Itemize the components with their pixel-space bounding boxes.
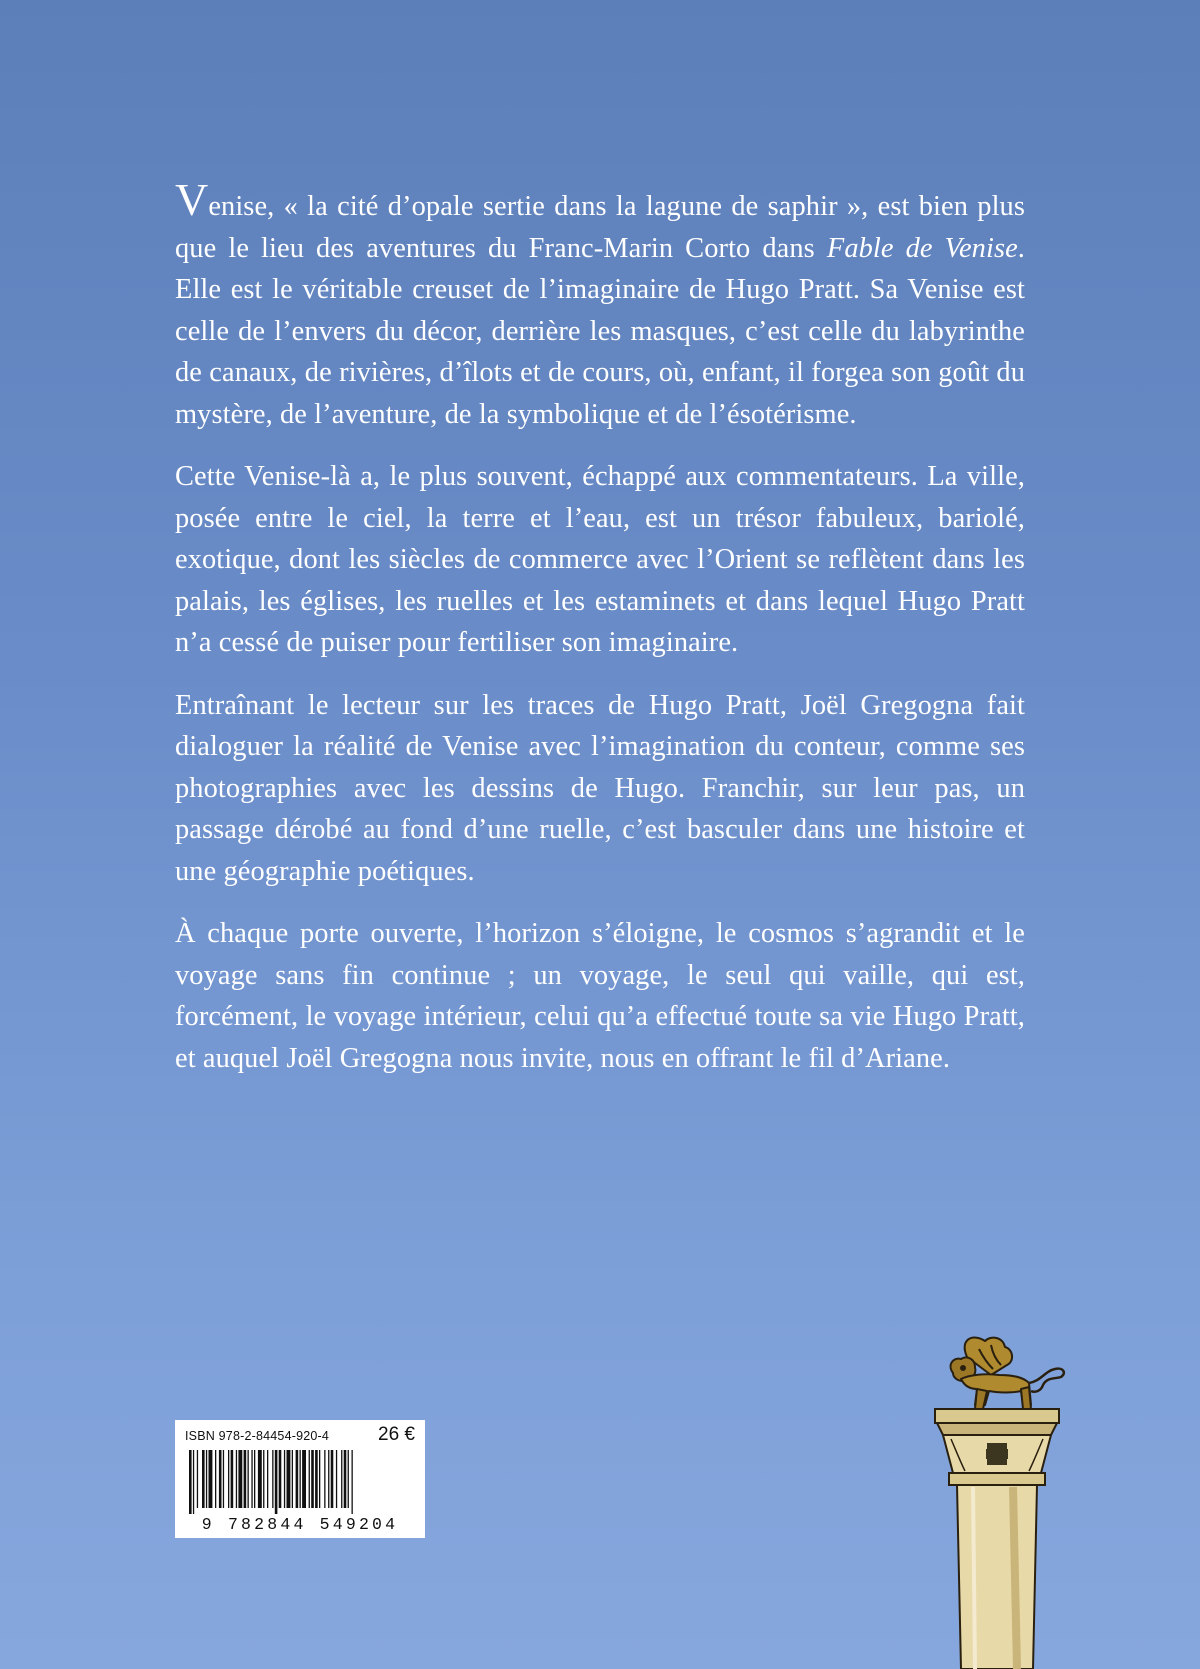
drop-cap: V bbox=[175, 174, 209, 225]
barcode-bar bbox=[352, 1450, 353, 1514]
barcode-bar bbox=[272, 1450, 273, 1508]
barcode-bar bbox=[238, 1450, 242, 1508]
barcode-bar bbox=[228, 1450, 229, 1508]
barcode-bar bbox=[348, 1450, 349, 1508]
barcode-bar bbox=[331, 1450, 334, 1508]
barcode-bar bbox=[236, 1450, 237, 1508]
blurb-paragraph-2: Cette Venise-là a, le plus souvent, échappé aux commentateurs. La ville, posée entre le ciel, la terre et l’eau, est un trésor fabuleux, bariolé, exotique, dont les siècles de commerce avec l’Orient se reflètent dans les palais, les églises, les ruelles et les estaminets et dans lequel Hugo Pratt n’a cessé de puiser pour fertiliser son imaginaire. bbox=[175, 461, 1025, 658]
barcode-bar bbox=[287, 1450, 291, 1508]
column-capital bbox=[935, 1409, 1059, 1485]
barcode-bar bbox=[267, 1450, 268, 1508]
blurb-paragraph-1-end: . Elle est le véritable creuset de l’imaginaire de Hugo Pratt. Sa Venise est celle de l’envers du décor, derrière les masques, c’est celle du labyrinthe de canaux, de rivières, d’îlots et de cours, où, enfant, il forgea son goût du mystère, de l’aventure, de la symbolique et de l’ésotérisme. bbox=[175, 232, 1025, 430]
isbn-barcode-block bbox=[175, 1420, 425, 1538]
barcode-bar bbox=[319, 1450, 320, 1508]
barcode-bar bbox=[254, 1450, 255, 1508]
barcode-bar bbox=[315, 1450, 318, 1508]
barcode-bar bbox=[223, 1450, 224, 1508]
barcode-digits: 9 782844 549204 bbox=[201, 1515, 399, 1534]
blurb-paragraph-3: Entraînant le lecteur sur les traces de Hugo Pratt, Joël Gregogna fait dialoguer la réalité de Venise avec l’imagination du conteur, comme ses photographies avec les dessins de Hugo. Franchir, sur leur pas, un passage dérobé au fond d’une ruelle, c’est basculer dans une histoire et une géographie poétiques. bbox=[175, 689, 1025, 887]
barcode-bar bbox=[263, 1450, 264, 1508]
barcode-bar bbox=[302, 1450, 306, 1508]
barcode-bar bbox=[311, 1450, 314, 1508]
barcode-bar bbox=[341, 1450, 342, 1508]
barcode-bar bbox=[248, 1450, 249, 1508]
barcode-bar bbox=[251, 1450, 252, 1508]
barcode-bar bbox=[258, 1450, 262, 1508]
barcode-bar bbox=[215, 1450, 216, 1508]
blurb-paragraph-1 bbox=[175, 174, 1025, 435]
price-label: 26 € bbox=[378, 1424, 415, 1445]
barcode-bar bbox=[328, 1450, 329, 1508]
isbn-number: ISBN 978-2-84454-920-4 bbox=[185, 1429, 330, 1443]
barcode-bars bbox=[185, 1450, 415, 1514]
barcode-bar bbox=[336, 1450, 337, 1508]
barcode-bar bbox=[231, 1450, 234, 1508]
barcode-bar bbox=[209, 1450, 213, 1508]
book-title-reference: Fable de Venise bbox=[826, 232, 1018, 264]
isbn-line bbox=[185, 1424, 415, 1446]
barcode-bar bbox=[244, 1450, 247, 1508]
blurb-text bbox=[175, 174, 1025, 1079]
barcode-bar bbox=[279, 1450, 282, 1508]
blurb-paragraph-4: À chaque porte ouverte, l’horizon s’éloigne, le cosmos s’agrandit et le voyage sans fin continue ; un voyage, le seul qui vaille, qui est, forcément, le voyage intérieur, celui qu’a effectué toute sa vie Hugo Pratt, et auquel Joël Gregogna nous invite, nous en offrant le fil d’Ariane. bbox=[175, 918, 1025, 1074]
winged-lion-column-icon bbox=[895, 1335, 1095, 1669]
barcode-bar bbox=[202, 1450, 205, 1508]
barcode-bar bbox=[284, 1450, 285, 1508]
winged-lion-figure bbox=[951, 1338, 1064, 1409]
barcode-bar bbox=[189, 1450, 192, 1514]
barcode-bar bbox=[197, 1450, 198, 1508]
barcode-bar bbox=[193, 1450, 194, 1514]
barcode-bar bbox=[344, 1450, 347, 1508]
barcode-bar bbox=[296, 1450, 299, 1508]
barcode-bar bbox=[275, 1450, 278, 1514]
barcode-bar bbox=[292, 1450, 293, 1508]
barcode-bar bbox=[309, 1450, 310, 1508]
barcode-bar bbox=[219, 1450, 222, 1508]
barcode-bar bbox=[324, 1450, 325, 1508]
column-shaft bbox=[957, 1485, 1037, 1669]
blurb-paragraph-1-start: enise, « la cité d’opale sertie dans la lagune de saphir », est bien plus que le lieu des aventures du Franc-Marin Corto dans bbox=[175, 191, 1025, 264]
barcode-bar bbox=[206, 1450, 207, 1508]
barcode-bar bbox=[300, 1450, 301, 1508]
